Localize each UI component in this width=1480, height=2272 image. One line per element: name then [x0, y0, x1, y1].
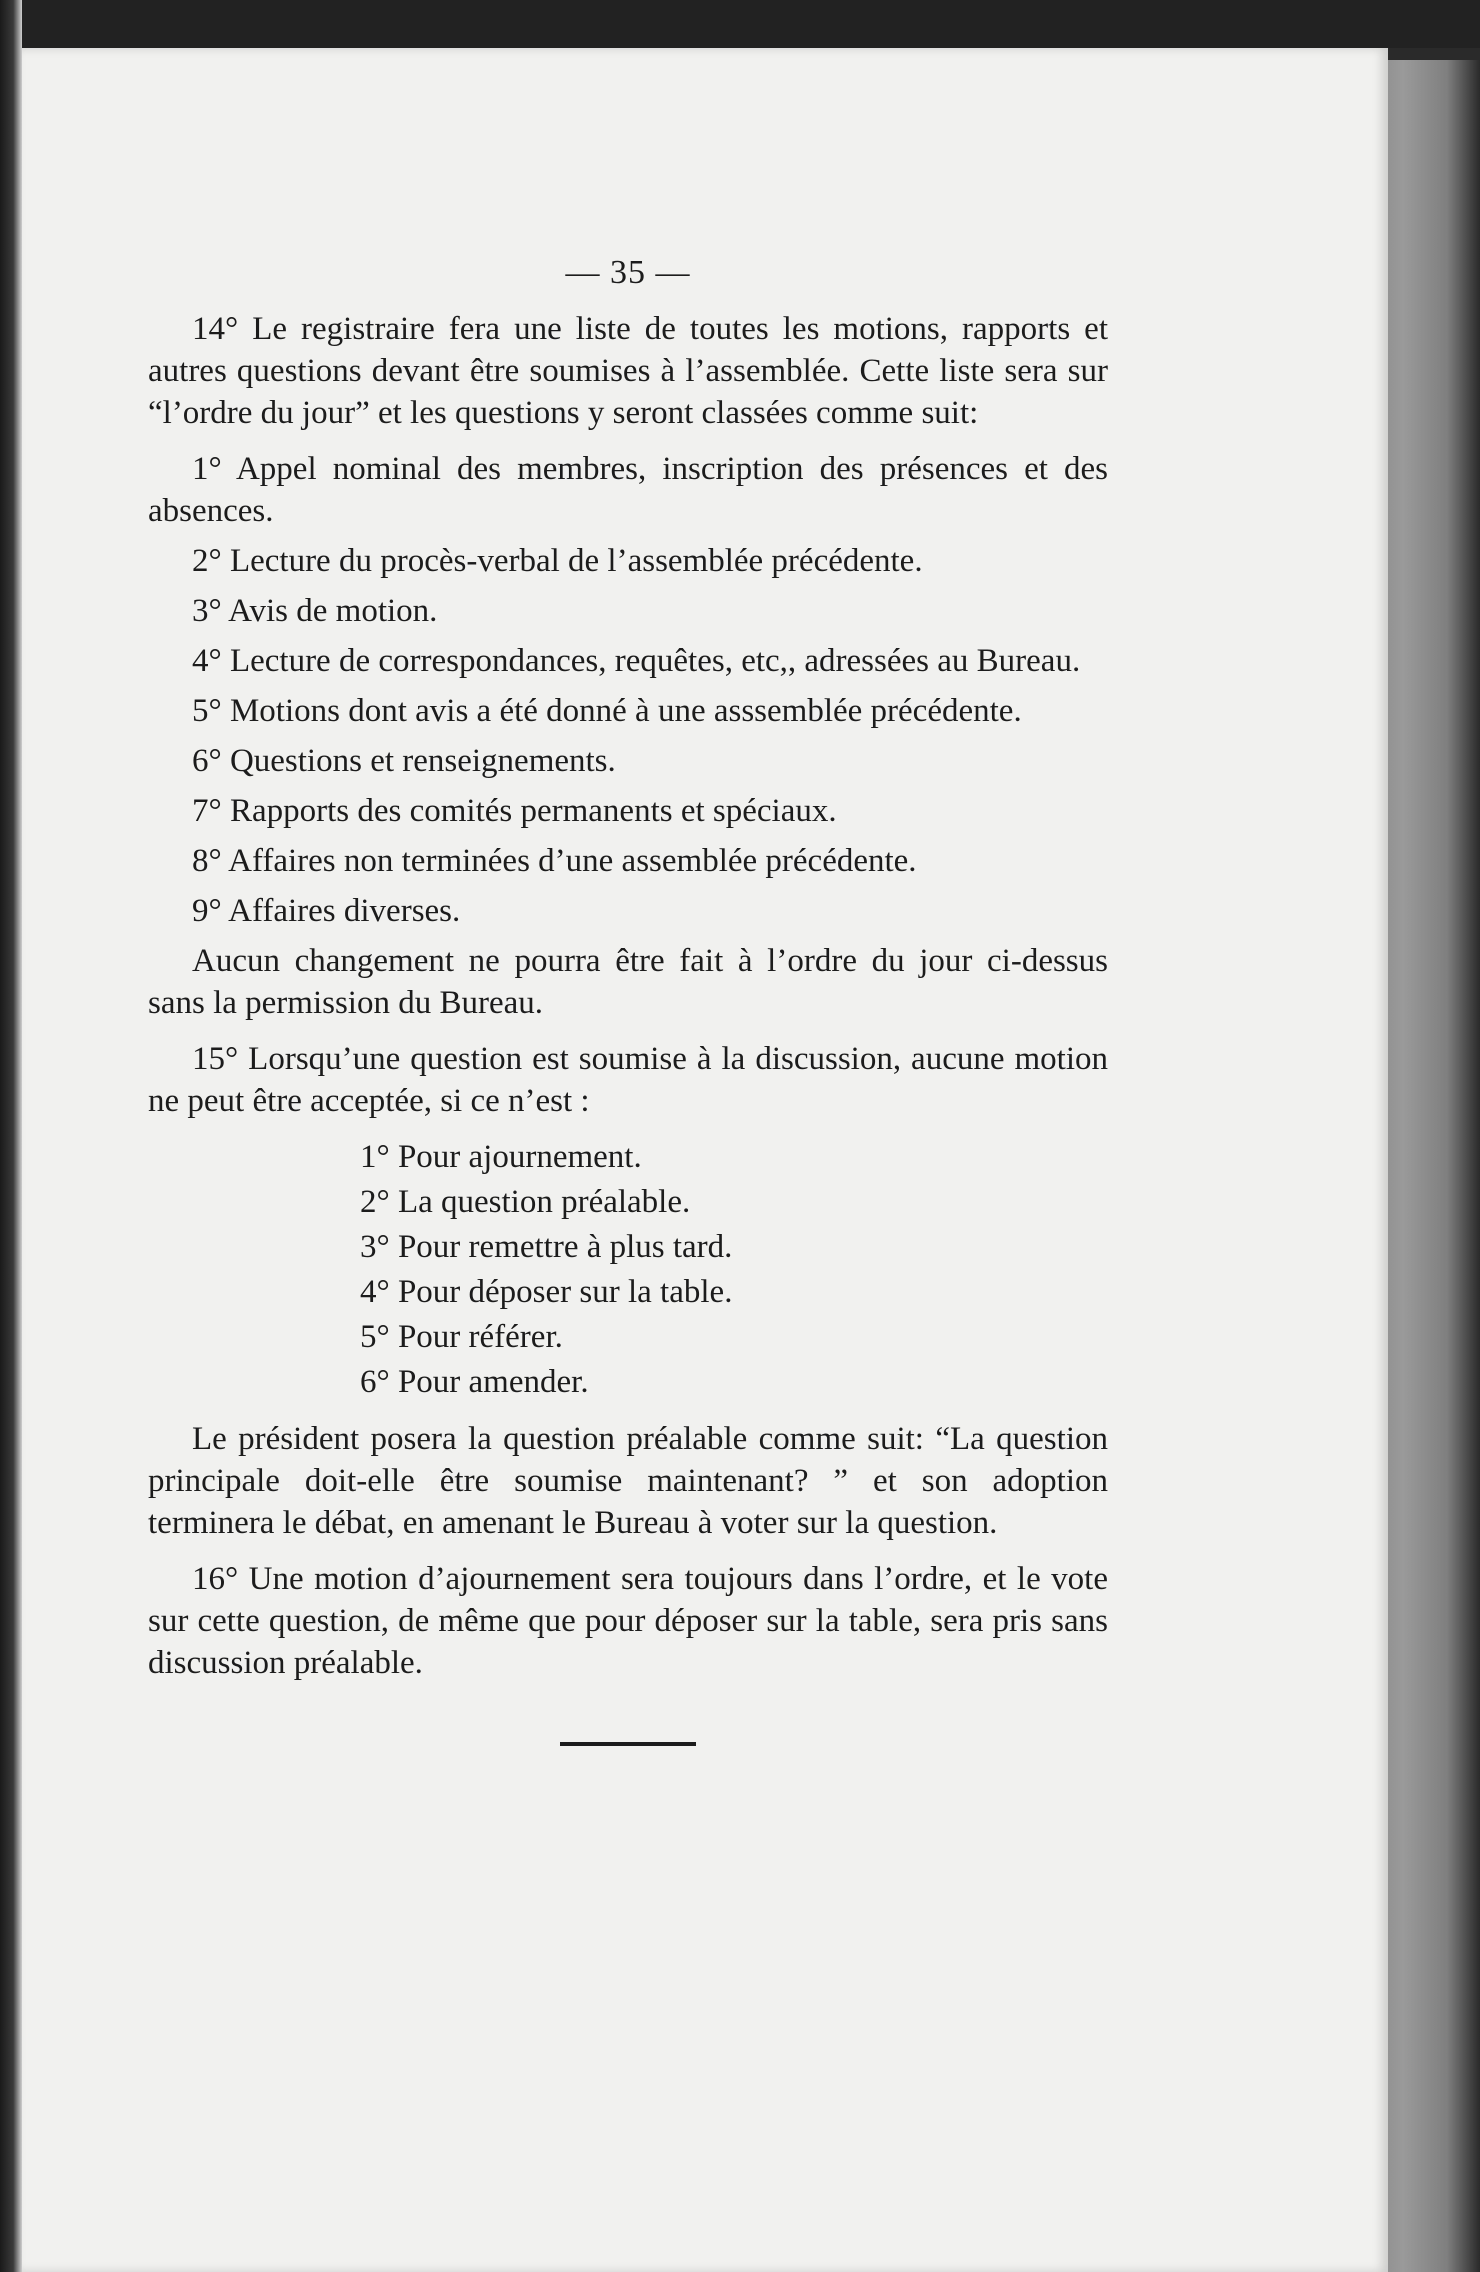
- page-number: — 35 —: [565, 254, 691, 291]
- order-item: 6° Questions et renseignements.: [192, 743, 616, 779]
- motion-type-item: 6° Pour amender.: [360, 1364, 589, 1400]
- motion-type-item: 5° Pour référer.: [360, 1319, 563, 1355]
- order-item: 9° Affaires diverses.: [192, 893, 461, 929]
- motion-type-item: 3° Pour remettre à plus tard.: [360, 1229, 733, 1265]
- order-item: 7° Rapports des comités permanents et spéciaux.: [192, 793, 837, 829]
- page-content: [148, 252, 1108, 1746]
- order-item: 5° Motions dont avis a été donné à une asssemblée précédente.: [192, 693, 1022, 729]
- article-14: 14° Le registraire fera une liste de toutes les motions, rapports et autres questions devant être soumises à l’assemblée. Cette liste sera sur “l’ordre du jour” et les questions y seront classées comme suit:: [148, 311, 1108, 431]
- motion-type-item: 4° Pour déposer sur la table.: [360, 1274, 733, 1310]
- order-of-day-list: [148, 448, 1108, 932]
- scan-left-edge: [0, 0, 22, 2272]
- motion-type-item: 1° Pour ajournement.: [360, 1139, 642, 1175]
- end-rule: [560, 1742, 696, 1746]
- article-16: 16° Une motion d’ajournement sera toujours dans l’ordre, et le vote sur cette question, de même que pour déposer sur la table, sera pris sans discussion préalable.: [148, 1561, 1108, 1681]
- scan-top-edge: [0, 0, 1480, 48]
- order-item: 1° Appel nominal des membres, inscription des présences et des absences.: [148, 451, 1108, 529]
- motion-types-list: [148, 1136, 1108, 1404]
- order-item: 8° Affaires non terminées d’une assemblée précédente.: [192, 843, 917, 879]
- order-item: 2° Lecture du procès-verbal de l’assemblée précédente.: [192, 543, 923, 579]
- order-item: 3° Avis de motion.: [192, 593, 438, 629]
- article-15: 15° Lorsqu’une question est soumise à la discussion, aucune motion ne peut être acceptée, si ce n’est :: [148, 1041, 1108, 1119]
- order-item: 4° Lecture de correspondances, requêtes, etc,, adressées au Bureau.: [192, 643, 1081, 679]
- no-change-clause: Aucun changement ne pourra être fait à l’ordre du jour ci-dessus sans la permission du Bureau.: [148, 943, 1108, 1021]
- president-note: Le président posera la question préalable comme suit: “La question principale doit-elle être soumise maintenant? ” et son adoption terminera le débat, en amenant le Bureau à voter sur la question.: [148, 1421, 1108, 1541]
- motion-type-item: 2° La question préalable.: [360, 1184, 691, 1220]
